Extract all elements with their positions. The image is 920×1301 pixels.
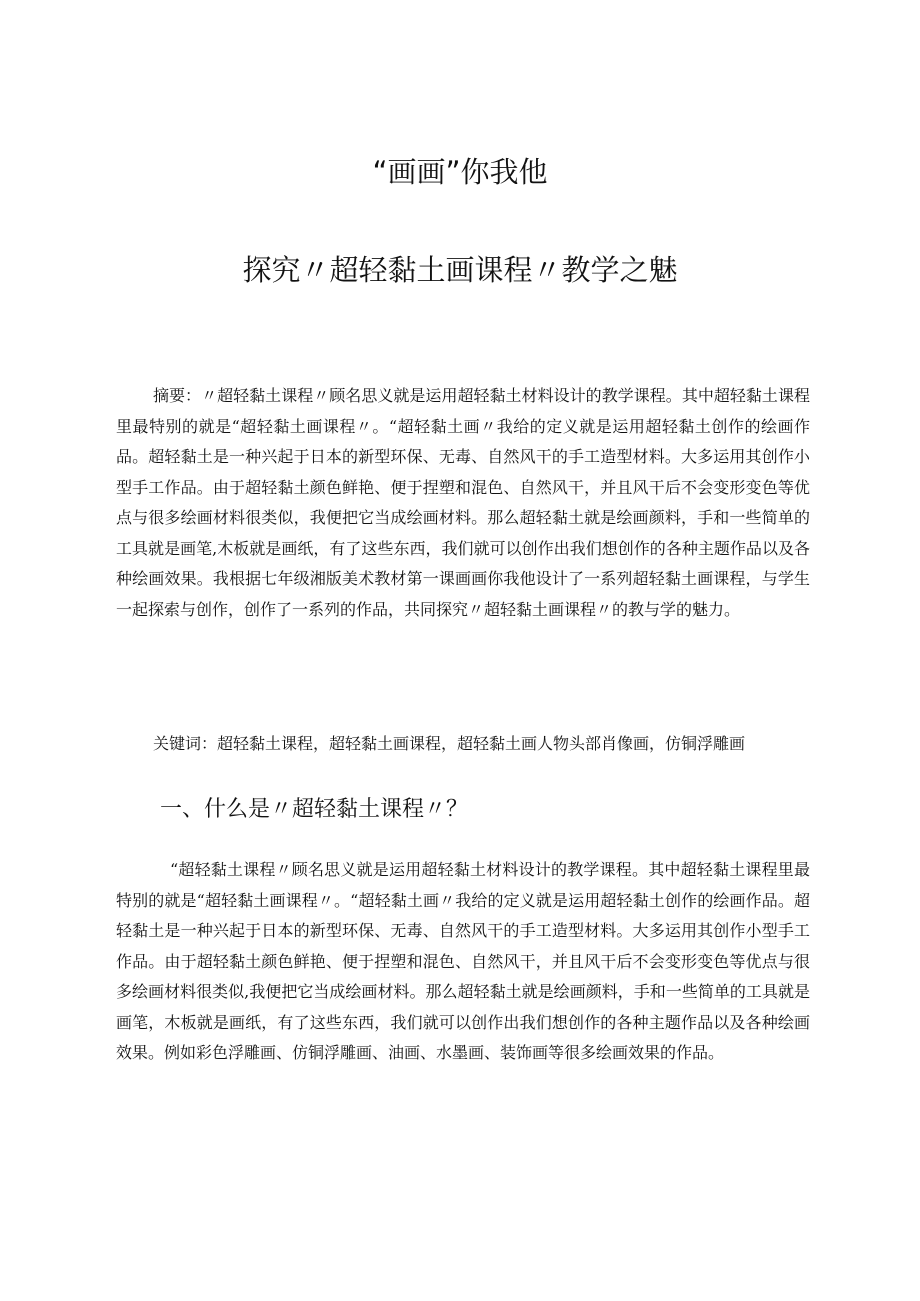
keywords-line: 关键词：超轻黏土课程，超轻黏土画课程，超轻黏土画人物头部肖像画，仿铜浮雕画 bbox=[153, 734, 746, 753]
document-subtitle: 探究〃超轻黏土画课程〃教学之魅 bbox=[242, 253, 678, 287]
section-body-paragraph: “超轻黏土课程〃顾名思义就是运用超轻黏土材料设计的教学课程。其中超轻黏土课程里最特别的就是“超轻黏土画课程〃。“超轻黏土画〃我给的定义就是运用超轻黏土创作的绘画作品。超轻黏土是一种兴起于日本的新型环保、无毒、自然风干的手工造型材料。大多运用其创作小型手工作品。由于超轻黏土颜色鲜艳、便于捏塑和混色、自然风干，并且风干后不会变形变色等优点与很多绘画材料很类似,我便把它当成绘画材料。那么超轻黏土就是绘画颜料，手和一些简单的工具就是画笔，木板就是画纸，有了这些东西，我们就可以创作出我们想创作的各种主题作品以及各种绘画效果。例如彩色浮雕画、仿铜浮雕画、油画、水墨画、装饰画等很多绘画效果的作品。 bbox=[116, 860, 810, 1062]
section-heading: 一、什么是〃超轻黏土课程〃？ bbox=[160, 797, 469, 822]
document-title: “画画”你我他 bbox=[372, 155, 548, 189]
abstract-paragraph: 摘要：〃超轻黏土课程〃顾名思义就是运用超轻黏土材料设计的教学课程。其中超轻黏土课程里最特别的就是“超轻黏土画课程〃。“超轻黏土画〃我给的定义就是运用超轻黏土创作的绘画作品。超轻黏土是一种兴起于日本的新型环保、无毒、自然风干的手工造型材料。大多运用其创作小型手工作品。由于超轻黏土颜色鲜艳、便于捏塑和混色、自然风干，并且风干后不会变形变色等优点与很多绘画材料很类似，我便把它当成绘画材料。那么超轻黏土就是绘画颜料，手和一些简单的工具就是画笔,木板就是画纸，有了这些东西，我们就可以创作出我们想创作的各种主题作品以及各种绘画效果。我根据七年级湘版美术教材第一课画画你我他设计了一系列超轻黏土画课程，与学生一起探索与创作，创作了一系列的作品，共同探究〃超轻黏土画课程〃的教与学的魅力。 bbox=[116, 386, 810, 619]
